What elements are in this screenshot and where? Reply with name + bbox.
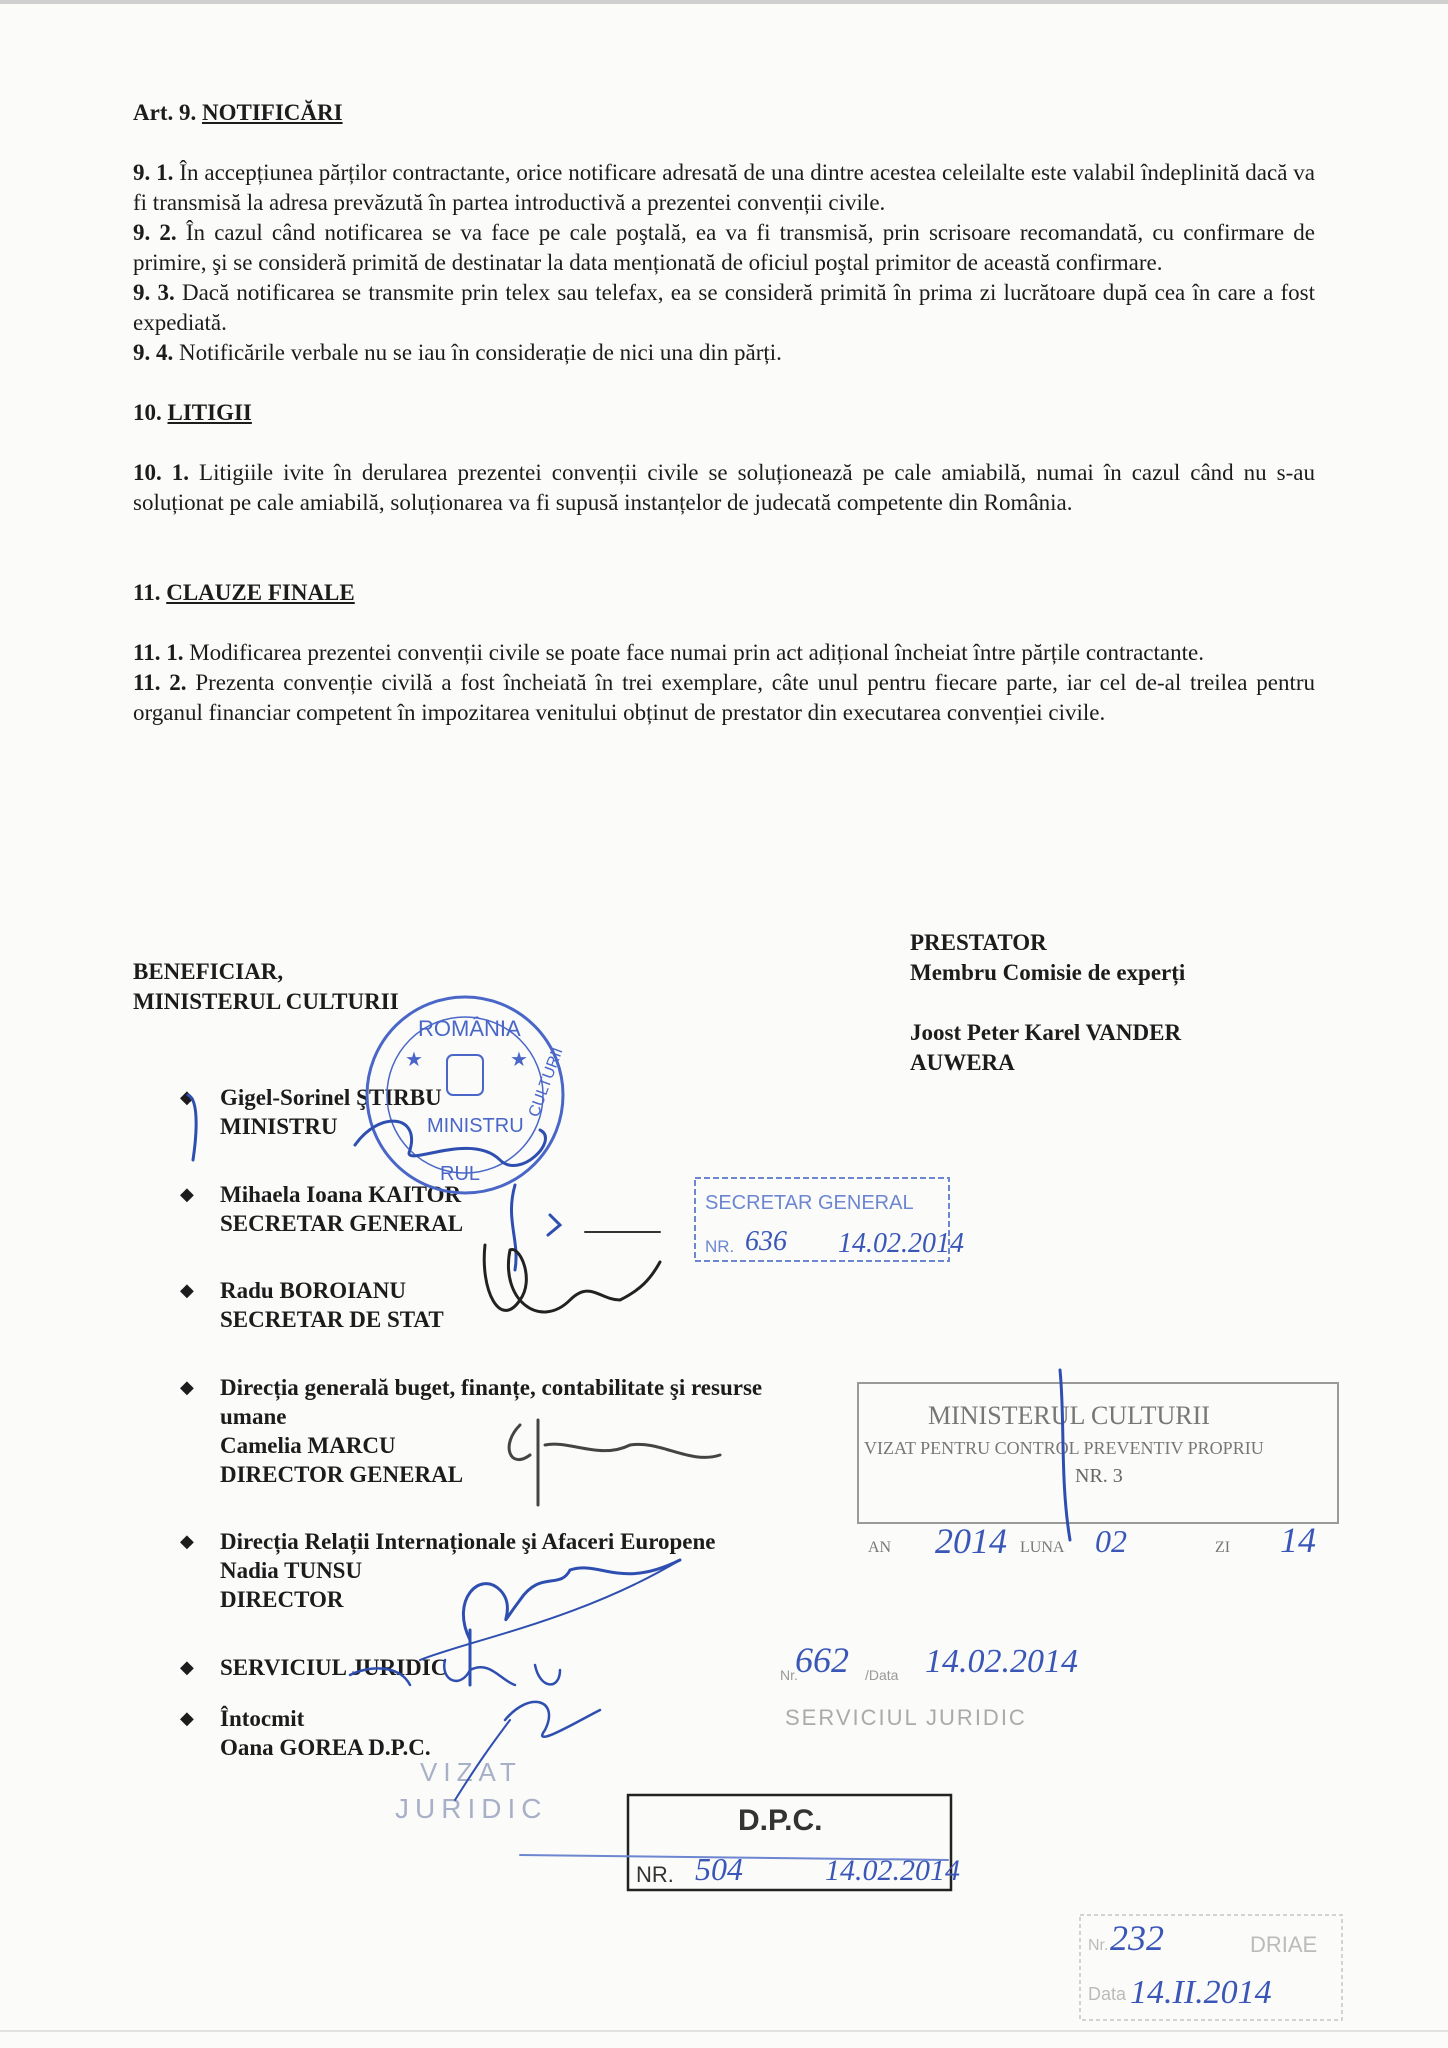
signatory-department: Direcția Relații Internaționale şi Afaceri Europene: [220, 1529, 716, 1554]
juridic-stamp: [780, 1640, 1078, 1730]
signatory-department: SERVICIUL JURIDIC: [220, 1655, 448, 1680]
art10-para-1: [133, 458, 1315, 518]
diamond-bullet-icon: ◆: [180, 1087, 194, 1107]
signatory-name: Mihaela Ioana KAITOR: [220, 1182, 462, 1207]
art9-para-4: [133, 338, 1315, 368]
diamond-bullet-icon: ◆: [180, 1280, 194, 1300]
driae-nr-value: 232: [1110, 1918, 1164, 1958]
art9-para-3: [133, 278, 1315, 338]
cfp-title: MINISTERUL CULTURII: [928, 1401, 1210, 1430]
signature-gorea-tail: [455, 1720, 510, 1800]
diamond-bullet-icon: ◆: [180, 1377, 194, 1397]
dpc-nr-label: NR.: [636, 1862, 674, 1887]
seal-center-text: MINISTRU: [427, 1115, 524, 1137]
dpc-title: D.P.C.: [738, 1804, 823, 1837]
signatory-intocmit: [180, 1704, 431, 1762]
contract-body: [133, 98, 1315, 728]
secretar-general-stamp: [695, 1178, 964, 1261]
signature-gorea: [505, 1702, 600, 1737]
art11-heading-number: 11.: [133, 580, 161, 605]
art9-para-1-number: 9. 1.: [133, 160, 174, 185]
beneficiar-label: BENEFICIAR,: [133, 959, 284, 984]
diamond-bullet-icon: ◆: [180, 1531, 194, 1551]
art9-para-2-text: În cazul când notificarea se va face pe cale poştală, ea va fi transmisă, prin scrisoare recomandată, cu confirmare de primire, şi se consideră primită de destinatar la data menționată de oficiul poştal primitor de această confirmare.: [133, 220, 1315, 275]
prestator-block: [910, 928, 1185, 1078]
signatory-dgbfcru: [180, 1373, 920, 1489]
signatory-department: Direcția generală buget, finanțe, contabilitate şi resurse: [220, 1375, 763, 1400]
seal-bottom-text: RUL: [440, 1163, 481, 1185]
prestator-name-cont: AUWERA: [910, 1050, 1015, 1075]
art9-para-1-text: În accepțiunea părților contractante, orice notificare adresată de una dintre acestea celeilalte este valabil îndeplinită dacă va fi transmisă la adresa prevăzută în partea introductivă a prezentei convenții civile.: [133, 160, 1316, 215]
bottom-border: [0, 2030, 1448, 2032]
dpc-nr-value: 504: [695, 1851, 743, 1887]
signatory-title: SECRETAR GENERAL: [220, 1211, 464, 1236]
juridic-nr-value: 662: [795, 1640, 849, 1680]
beneficiar-org: MINISTERUL CULTURII: [133, 989, 399, 1014]
vizat-text: VIZAT: [420, 1757, 522, 1787]
beneficiar-block: [133, 957, 399, 1017]
art9-para-3-text: Dacă notificarea se transmite prin telex sau telefax, ea se consideră primită în prima zi lucrătoare după cea în care a fost expediată.: [133, 280, 1316, 335]
art9-heading-number: Art. 9.: [133, 100, 197, 125]
art11-para-2: [133, 668, 1315, 728]
cfp-an-value: 2014: [935, 1521, 1007, 1561]
art9-para-3-number: 9. 3.: [133, 280, 175, 305]
driae-stamp: [1080, 1915, 1342, 2020]
art9-para-4-number: 9. 4.: [133, 340, 174, 365]
art11-para-1-number: 11. 1.: [133, 640, 184, 665]
art10-para-1-text: Litigiile ivite în derularea prezentei convenții civile se soluționează pe cale amiabilă, numai în cazul când nu s-au soluționat pe cale amiabilă, soluționarea va fi supusă instanțelor de judecată competente din România.: [133, 460, 1316, 515]
cfp-subtitle: VIZAT PENTRU CONTROL PREVENTIV PROPRIU: [864, 1438, 1264, 1458]
svg-text:★: ★: [405, 1049, 423, 1071]
coat-of-arms-icon: [447, 1055, 483, 1095]
art10-heading: [133, 398, 1315, 428]
art9-para-4-text: Notificările verbale nu se iau în considerație de nici una din părți.: [179, 340, 782, 365]
signatory-department-cont: umane: [220, 1404, 287, 1429]
signatory-secretar-general: [180, 1180, 463, 1238]
svg-text:★: ★: [510, 1049, 528, 1071]
secretar-stamp-title: SECRETAR GENERAL: [705, 1192, 914, 1214]
art11-heading: [133, 578, 1315, 608]
driae-title: DRIAE: [1250, 1932, 1318, 1957]
signatory-name: Nadia TUNSU: [220, 1558, 363, 1583]
art9-para-2-number: 9. 2.: [133, 220, 177, 245]
driae-date-value: 14.II.2014: [1130, 1974, 1272, 2011]
art10-heading-number: 10.: [133, 400, 162, 425]
signatory-minister: [180, 1083, 442, 1141]
cfp-zi-value: 14: [1280, 1520, 1316, 1560]
signatory-secretar-stat: [180, 1276, 444, 1334]
dpc-date-value: 14.02.2014: [825, 1854, 960, 1887]
signatory-driae: [180, 1527, 920, 1614]
art11-heading-title: CLAUZE FINALE: [166, 580, 355, 605]
art9-para-2: [133, 218, 1315, 278]
signature-kaitor: [511, 1185, 516, 1270]
art9-heading-title: NOTIFICĂRI: [201, 100, 343, 125]
art10-para-1-number: 10. 1.: [133, 460, 190, 485]
art11-para-1: [133, 638, 1315, 668]
art9-heading: [133, 98, 1315, 128]
driae-nr-label: Nr.: [1088, 1937, 1109, 1954]
signatory-juridic: [180, 1653, 447, 1682]
art9-para-1: [133, 158, 1315, 218]
dpc-stamp: [628, 1795, 960, 1890]
cfp-an-label: AN: [868, 1539, 892, 1556]
secretar-nr-value: 636: [745, 1226, 787, 1257]
signature-boroianu: [484, 1245, 660, 1312]
cfp-zi-label: ZI: [1215, 1539, 1231, 1556]
dpc-underline: [520, 1855, 948, 1860]
cfp-nr: NR. 3: [1075, 1465, 1123, 1487]
secretar-date-value: 14.02.2014: [838, 1228, 964, 1259]
signature-kaitor-mark: [548, 1215, 560, 1235]
signatory-name: Gigel-Sorinel ŞTIRBU: [220, 1085, 442, 1110]
driae-data-label: Data: [1088, 1984, 1127, 2004]
art11-para-1-text: Modificarea prezentei convenții civile se poate face numai prin act adițional încheiat între părțile contractante.: [189, 640, 1204, 665]
diamond-bullet-icon: ◆: [180, 1184, 194, 1204]
signature-cfp: [1060, 1370, 1070, 1540]
signatory-name: Radu BOROIANU: [220, 1278, 406, 1303]
diamond-bullet-icon: ◆: [180, 1657, 194, 1677]
signatory-role: Întocmit: [220, 1706, 305, 1731]
signatory-name: Camelia MARCU: [220, 1433, 396, 1458]
vizat-juridic-stamp: [395, 1757, 547, 1824]
juridic-data-label: /Data: [865, 1667, 899, 1683]
prestator-role: Membru Comisie de experți: [910, 960, 1186, 985]
signatory-title: SECRETAR DE STAT: [220, 1307, 444, 1332]
juridic-stamp-title: SERVICIUL JURIDIC: [785, 1705, 1027, 1730]
signatory-title: DIRECTOR GENERAL: [220, 1462, 464, 1487]
top-border: [0, 0, 1448, 4]
seal-top-text: ROMÂNIA: [418, 1016, 521, 1041]
art11-para-2-number: 11. 2.: [133, 670, 187, 695]
juridic-nr-label: Nr.: [780, 1667, 798, 1683]
diamond-bullet-icon: ◆: [180, 1708, 194, 1728]
seal-right-text: CULTURII: [525, 1045, 567, 1120]
juridic-date-value: 14.02.2014: [925, 1643, 1078, 1680]
art11-para-2-text: Prezenta convenție civilă a fost încheiată în trei exemplare, câte unul pentru fiecare parte, iar cel de-al treilea pentru organul financiar competent în impozitarea venitului obținut de prestator din executarea convenției civile.: [133, 670, 1316, 725]
signatory-title: MINISTRU: [220, 1114, 338, 1139]
signatory-title: DIRECTOR: [220, 1587, 344, 1612]
secretar-nr-label: NR.: [705, 1237, 735, 1256]
prestator-label: PRESTATOR: [910, 930, 1047, 955]
prestator-name: Joost Peter Karel VANDER: [910, 1020, 1182, 1045]
signatory-name: Oana GOREA D.P.C.: [220, 1735, 431, 1760]
cfp-luna-label: LUNA: [1020, 1539, 1065, 1556]
cfp-luna-value: 02: [1095, 1523, 1127, 1559]
juridic-text: JURIDIC: [395, 1793, 548, 1824]
cfp-stamp: [858, 1383, 1338, 1561]
art10-heading-title: LITIGII: [167, 400, 252, 425]
